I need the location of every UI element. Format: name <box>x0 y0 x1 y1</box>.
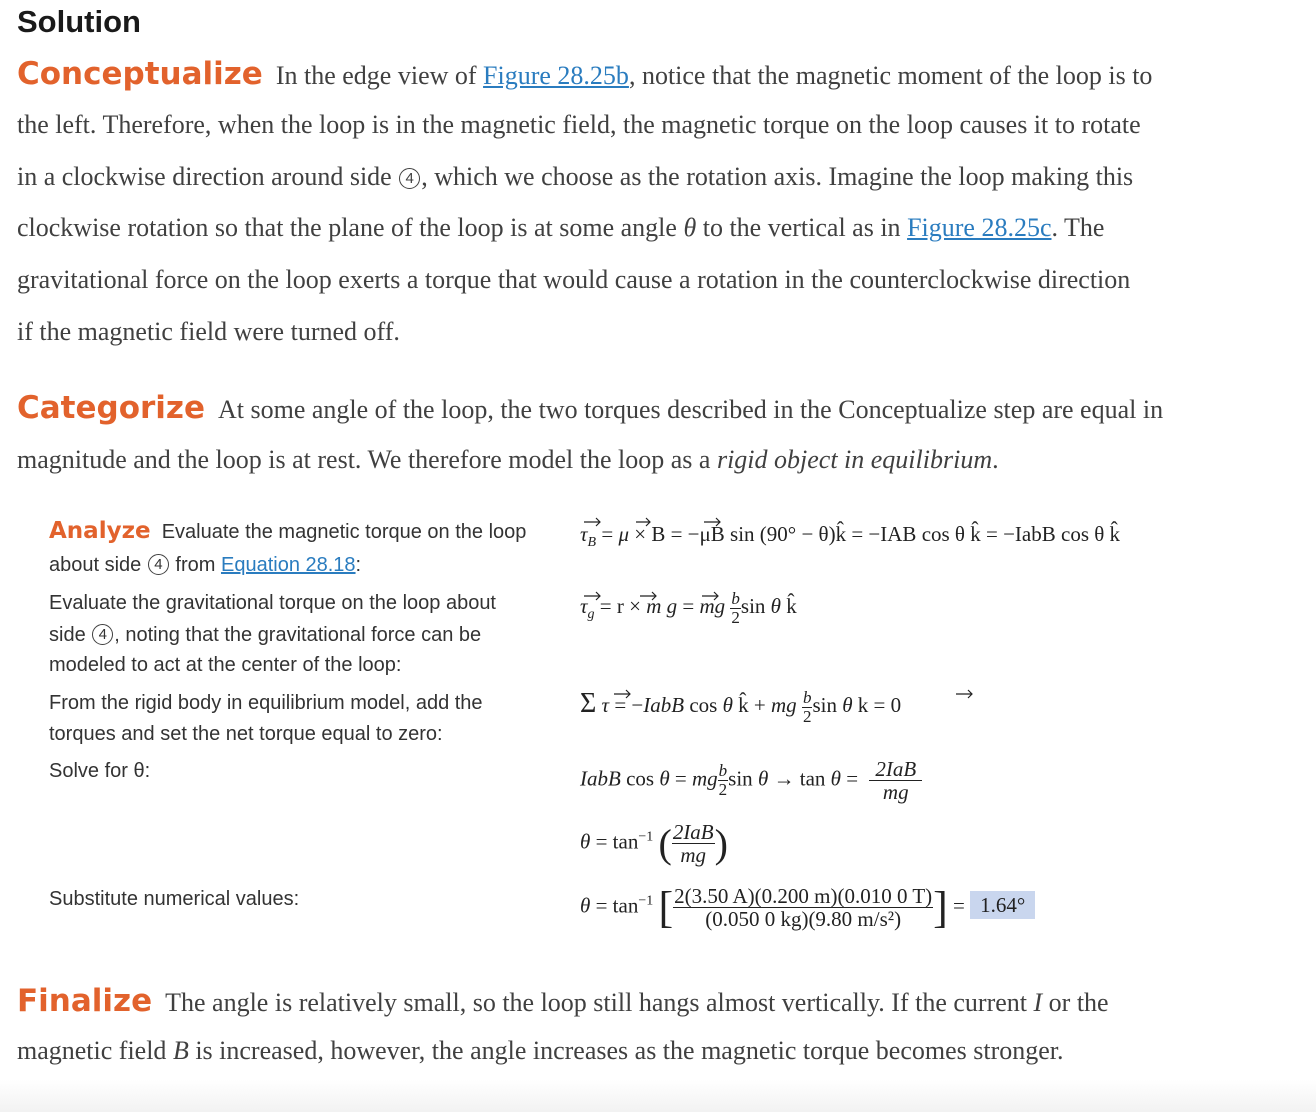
analyze-step-2-line-2: side 4 , noting that the gravitational force can be <box>49 624 482 646</box>
solution-title: Solution <box>17 4 141 39</box>
bottom-fade <box>0 1080 1316 1112</box>
figure-28-25c-link[interactable]: Figure 28.25c <box>907 213 1052 242</box>
side-4-circled-number: 4 <box>399 168 420 189</box>
vector-arrows-eq1 <box>580 514 740 528</box>
categorize-line-2: magnitude and the loop is at rest. We therefore model the loop as a rigid object in equilibrium. <box>17 445 999 474</box>
conceptualize-line-4: clockwise rotation so that the plane of the loop is at some angle θ to the vertical as in Figure 28.25c. The <box>17 213 1105 242</box>
finalize-heading: Finalize <box>17 983 153 1019</box>
figure-28-25b-link[interactable]: Figure 28.25b <box>483 61 629 90</box>
equation-numerical: $\theta = \tan^{-1}$ [ $\frac{2(3.50 A)(0.200 m)(0.010 0 T)}{\text{(0.050 0 kg)(9.80 m/s²)}}$ ] = 1.64° <box>580 882 1035 933</box>
analyze-step-3-line-1: From the rigid body in equilibrium model, add the <box>49 692 483 714</box>
analyze-step-1: Analyze Evaluate the magnetic torque on the loop <box>49 518 527 544</box>
finalize-line-2: magnetic field B is increased, however, the angle increases as the magnetic torque becomes stronger. <box>17 1036 1064 1065</box>
result-highlight: 1.64° <box>970 891 1035 919</box>
conceptualize-line-5: gravitational force on the loop exerts a torque that would cause a rotation in the counterclockwise direction <box>17 265 1131 294</box>
analyze-step-2-line-1: Evaluate the gravitational torque on the loop about <box>49 592 496 614</box>
conceptualize-line-2: the left. Therefore, when the loop is in the magnetic field, the magnetic torque on the loop causes it to rotate <box>17 110 1141 139</box>
equation-net-torque: Σ τ = −IabB cos θ k̂ + mg $\frac{b}{2}$ sin θ k = 0 <box>580 687 902 726</box>
analyze-step-3-line-2: torques and set the net torque equal to zero: <box>49 723 443 745</box>
conceptualize-line-3: in a clockwise direction around side 4 , which we choose as the rotation axis. Imagine the loop making this <box>17 162 1134 191</box>
vector-arrows-eq3 <box>580 686 1020 700</box>
analyze-step-4: Solve for θ: <box>49 760 151 782</box>
conceptualize-heading: Conceptualize <box>17 56 263 92</box>
analyze-heading: Analyze <box>49 518 151 544</box>
equation-magnetic-torque: $\tau_B = \mu \times B = -\mu B$ sin (90° − θ)k̂ = −IAB cos θ k̂ = −IabB cos θ k̂ <box>580 522 1121 551</box>
side-4-circled-number: 4 <box>148 554 169 575</box>
conceptualize-line-6: if the magnetic field were turned off. <box>17 317 400 346</box>
finalize-line-1: Finalize The angle is relatively small, so the loop still hangs almost vertically. If the current I or the <box>17 983 1109 1019</box>
vector-arrows-eq2 <box>580 588 740 602</box>
equation-gravitational-torque: $\tau_g = r \times m$ g = mg $\frac{b}{2}$ sin θ k̂ <box>580 589 797 627</box>
conceptualize-line-1: Conceptualize In the edge view of Figure 28.25b, notice that the magnetic moment of the loop is to <box>17 56 1153 92</box>
equation-solve-tan: IabB cos θ = mg $\frac{b}{2}$ sin θ → tan θ = $\frac{\text{2IaB}}{mg}$ <box>580 758 922 803</box>
equation-theta-inverse: $\theta = \tan^{-1}$ ( $\frac{\text{2IaB}}{mg}$ ) <box>580 819 728 867</box>
side-4-circled-number: 4 <box>92 624 113 645</box>
categorize-line-1: Categorize At some angle of the loop, the two torques described in the Conceptualize step are equal in <box>17 390 1164 426</box>
analyze-step-1-line-2: about side 4 from Equation 28.18: <box>49 554 362 576</box>
analyze-step-5: Substitute numerical values: <box>49 888 300 910</box>
analyze-step-2-line-3: modeled to act at the center of the loop: <box>49 654 402 676</box>
categorize-heading: Categorize <box>17 390 205 426</box>
equation-28-18-link[interactable]: Equation 28.18 <box>220 554 356 576</box>
